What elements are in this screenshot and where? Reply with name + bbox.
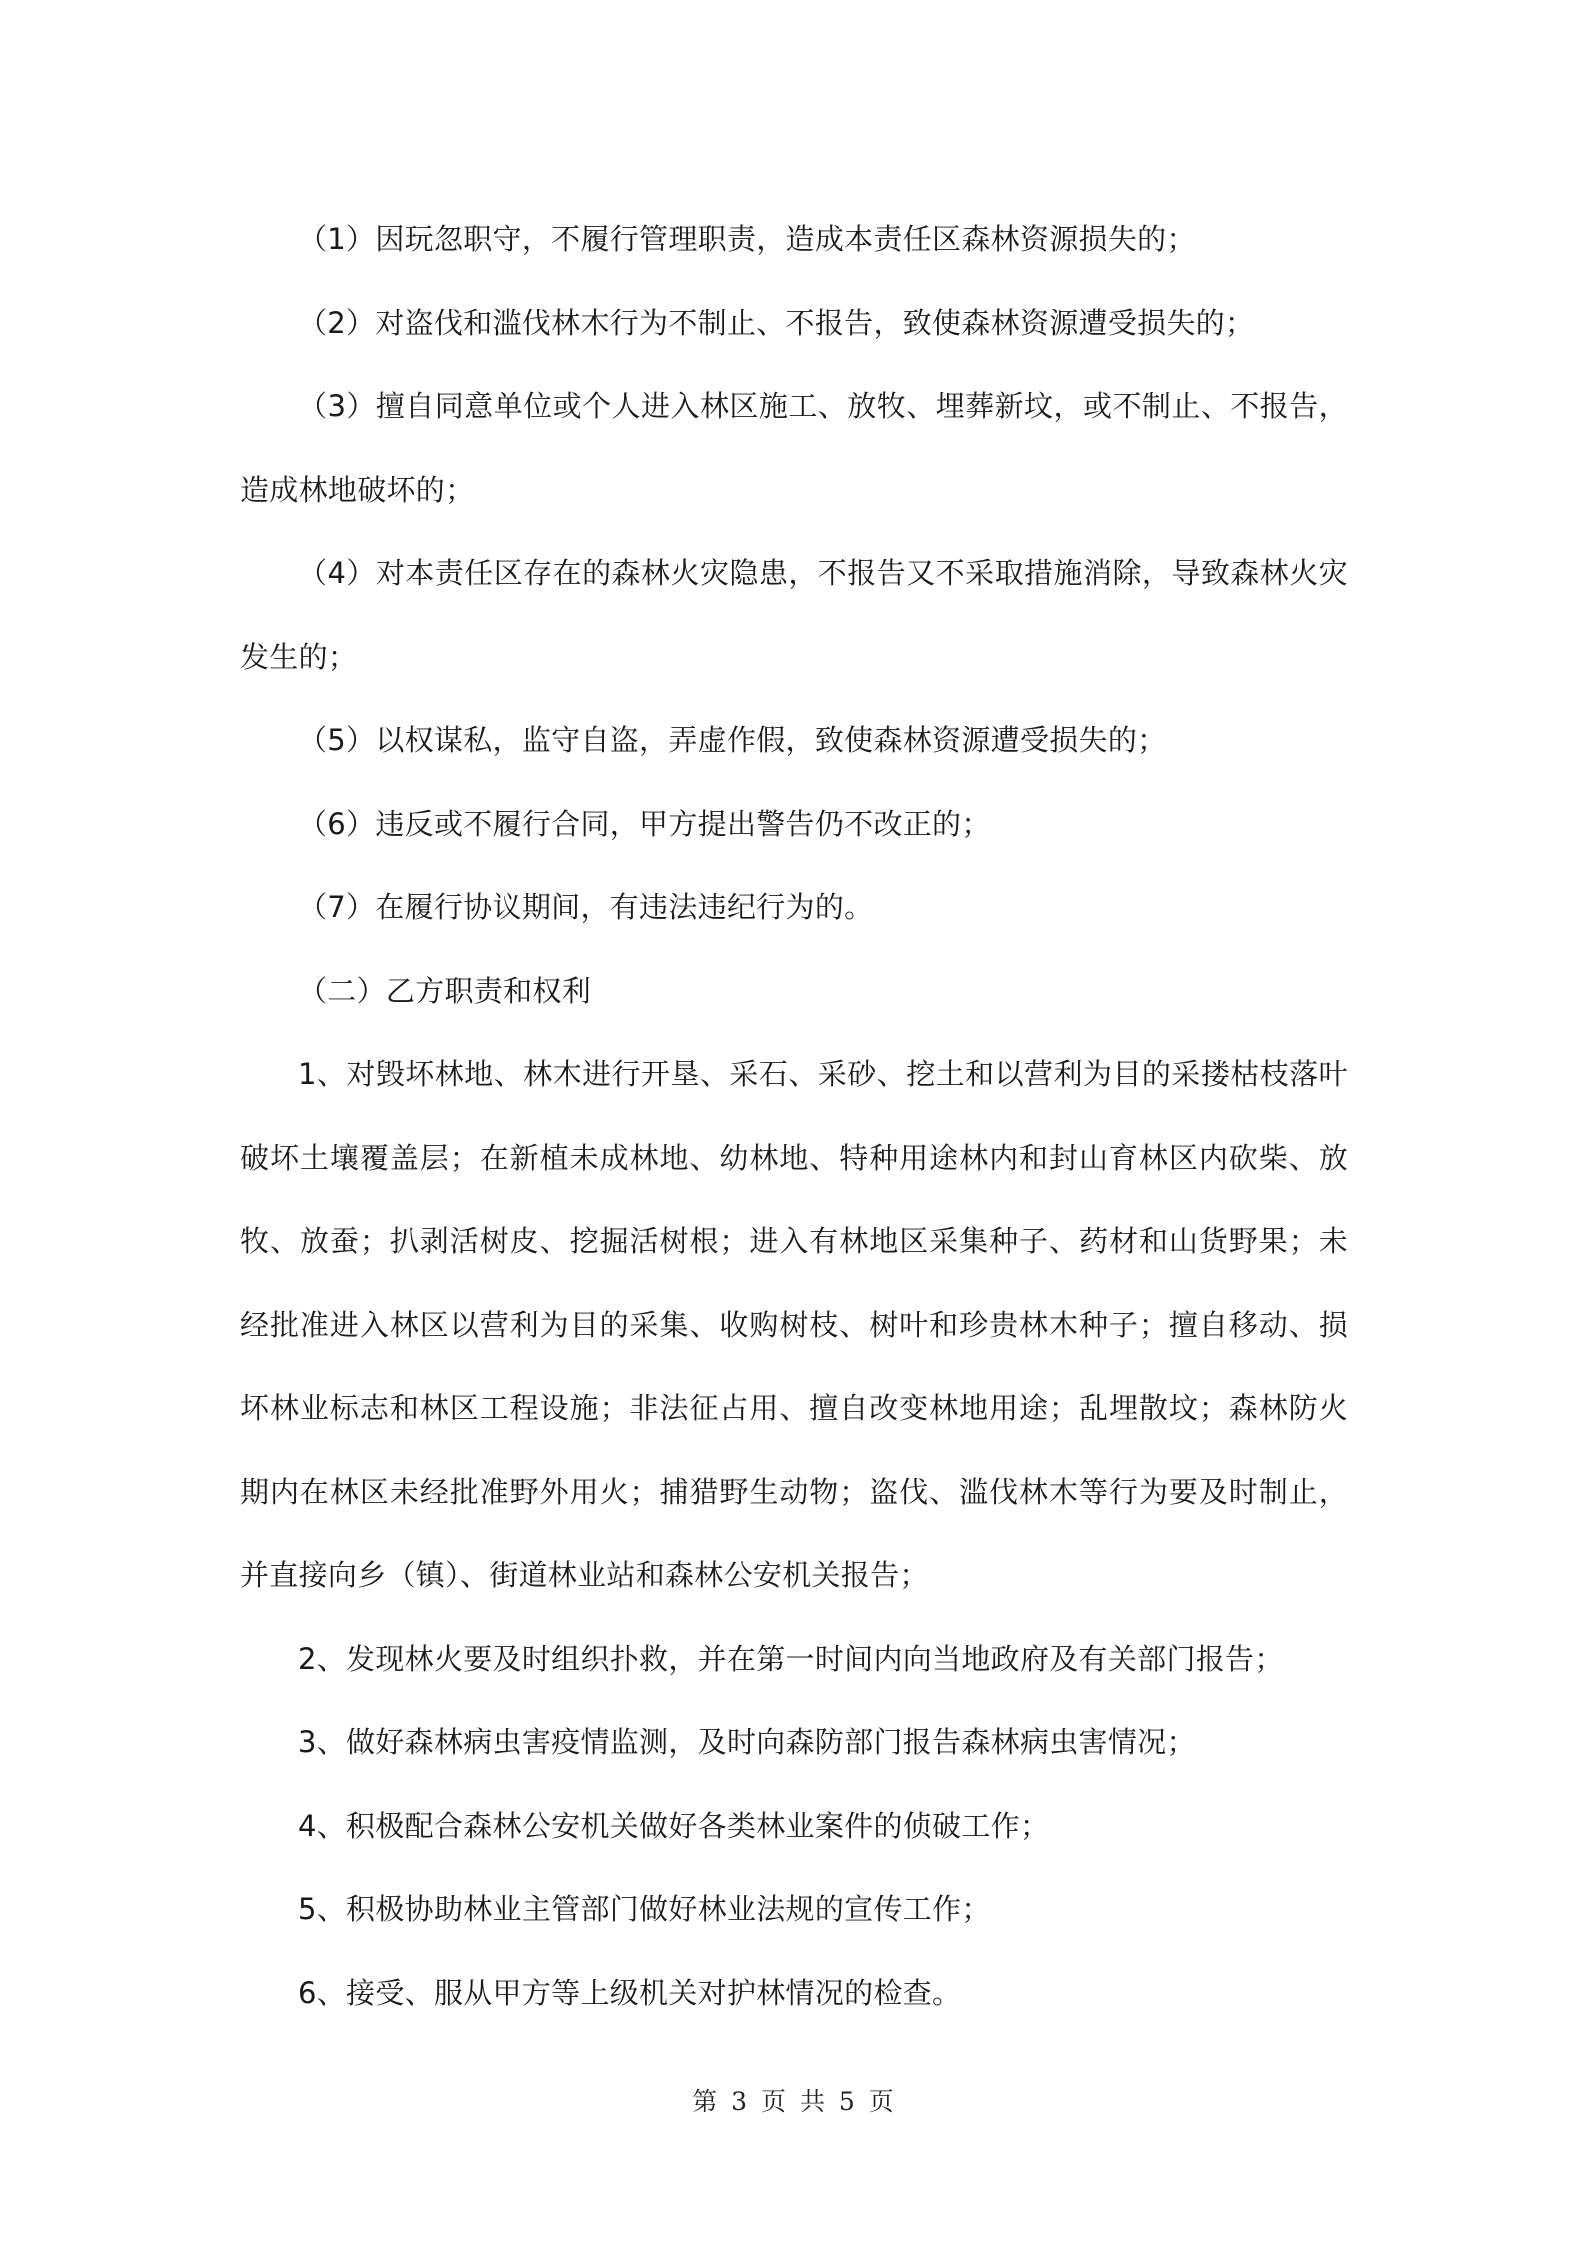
clause-1: （1）因玩忽职守，不履行管理职责，造成本责任区森林资源损失的； [298, 222, 1196, 256]
duty-item-5: 5、积极协助林业主管部门做好林业法规的宣传工作； [298, 1892, 991, 1926]
duty-item-1: 1、对毁坏林地、林木进行开垦、采石、采砂、挖土和以营利为目的采搂枯枝落叶破坏土壤覆盖层；在新植未成林地、幼林地、特种用途林内和封山育林区内砍柴、放牧、放蚕；扒剥活树皮、挖掘活树根；进入有林地区采集种子、药材和山货野果；未经批准进入林区以营利为目的采集、收购树枝、树叶和珍贵林木种子；擅自移动、损坏林业标志和林区工程设施；非法征占用、擅自改变林地用途；乱埋散坟；森林防火期内在林区未经批准野外用火；捕猎野生动物；盗伐、滥伐林木等行为要及时制止，并直接向乡（镇）、街道林业站和森林公安机关报告； [240, 1057, 1348, 1592]
page-number-footer: 第 3 页 共 5 页 [692, 2087, 894, 2116]
duty-item-2: 2、发现林火要及时组织扑救，并在第一时间内向当地政府及有关部门报告； [298, 1641, 1284, 1676]
clause-3: （3）擅自同意单位或个人进入林区施工、放牧、埋葬新坟，或不制止、不报告，造成林地破坏的； [240, 389, 1348, 507]
section-heading: （二）乙方职责和权利 [298, 973, 592, 1008]
clause-2: （2）对盗伐和滥伐林木行为不制止、不报告，致使森林资源遭受损失的； [298, 305, 1255, 340]
duty-item-6: 6、接受、服从甲方等上级机关对护林情况的检查。 [298, 1975, 962, 2010]
document-body [240, 198, 1348, 2035]
duty-item-3: 3、做好森林病虫害疫情监测，及时向森防部门报告森林病虫害情况； [298, 1725, 1196, 1759]
clause-5: （5）以权谋私，监守自盗，弄虚作假，致使森林资源遭受损失的； [298, 723, 1167, 757]
duty-item-4: 4、积极配合森林公安机关做好各类林业案件的侦破工作； [298, 1808, 1050, 1843]
clause-6: （6）违反或不履行合同，甲方提出警告仍不改正的； [298, 806, 991, 841]
clause-7: （7）在履行协议期间，有违法违纪行为的。 [298, 890, 874, 924]
clause-4: （4）对本责任区存在的森林火灾隐患，不报告又不采取措施消除，导致森林火灾发生的； [240, 556, 1348, 674]
